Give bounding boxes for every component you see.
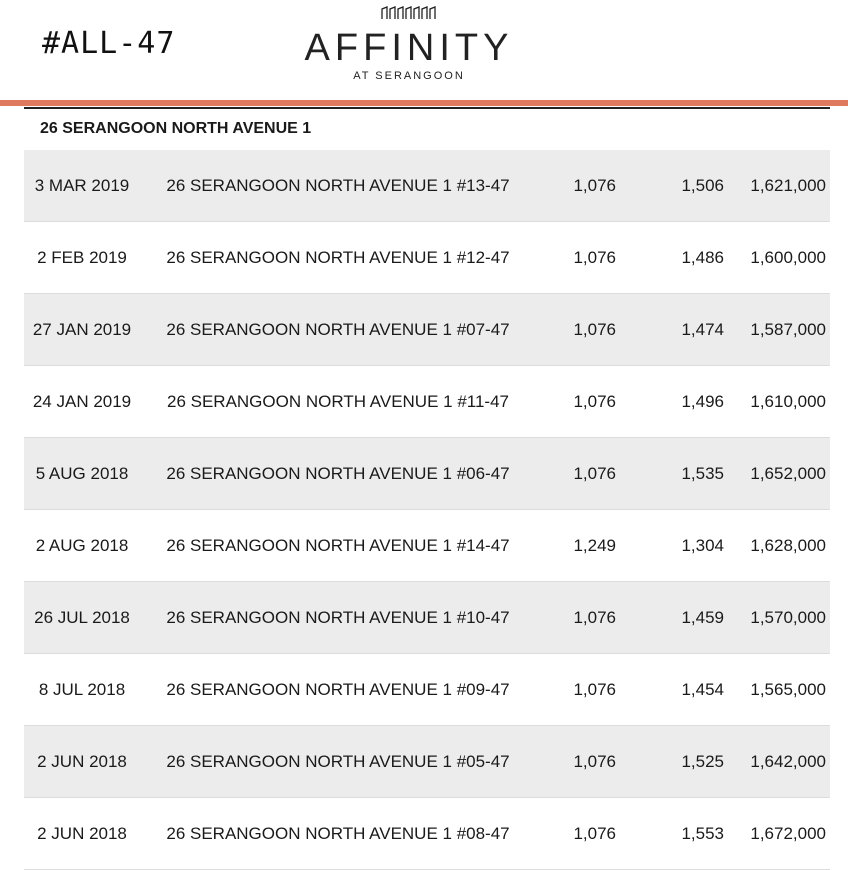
transaction-price: 1,628,000 — [750, 535, 826, 555]
logo-name: AFFINITY — [304, 27, 514, 69]
floor-area: 1,076 — [573, 607, 616, 627]
table-row — [24, 366, 830, 438]
logo-subtitle: AT SERANGOON — [353, 70, 465, 82]
floor-area: 1,249 — [573, 535, 616, 555]
transaction-date: 2 AUG 2018 — [35, 535, 129, 555]
transaction-price: 1,565,000 — [750, 679, 826, 699]
price-psf: 1,486 — [681, 247, 724, 267]
price-psf: 1,553 — [681, 823, 724, 843]
table-row — [24, 294, 830, 366]
floor-area: 1,076 — [573, 391, 616, 411]
transaction-date: 3 MAR 2019 — [34, 175, 130, 195]
unit-address: 26 SERANGOON NORTH AVENUE 1 #05-47 — [166, 751, 510, 771]
price-psf: 1,535 — [681, 463, 724, 483]
transaction-price: 1,570,000 — [750, 607, 826, 627]
transaction-date: 26 JUL 2018 — [34, 607, 130, 627]
header-divider — [0, 100, 848, 106]
unit-address: 26 SERANGOON NORTH AVENUE 1 #10-47 — [166, 607, 510, 627]
transaction-price: 1,587,000 — [750, 319, 826, 339]
transaction-date: 8 JUL 2018 — [38, 679, 126, 699]
transaction-date: 2 FEB 2019 — [37, 247, 127, 267]
block-title: 26 SERANGOON NORTH AVENUE 1 — [40, 120, 312, 137]
transaction-date: 2 JUN 2018 — [37, 823, 127, 843]
price-psf: 1,304 — [681, 535, 724, 555]
table-row — [24, 150, 830, 222]
unit-address: 26 SERANGOON NORTH AVENUE 1 #09-47 — [166, 679, 510, 699]
unit-stack-tag: #ALL-47 — [42, 26, 176, 61]
transaction-price: 1,672,000 — [750, 823, 826, 843]
floor-area: 1,076 — [573, 175, 616, 195]
price-psf: 1,506 — [681, 175, 724, 195]
table-row — [24, 582, 830, 654]
transaction-price: 1,652,000 — [750, 463, 826, 483]
table-row — [24, 222, 830, 294]
transaction-price: 1,642,000 — [750, 751, 826, 771]
affinity-logo — [288, 6, 530, 82]
table-row — [24, 726, 830, 798]
table-row — [24, 798, 830, 870]
transaction-date: 5 AUG 2018 — [35, 463, 129, 483]
unit-address: 26 SERANGOON NORTH AVENUE 1 #11-47 — [166, 391, 509, 411]
floor-area: 1,076 — [573, 463, 616, 483]
price-psf: 1,459 — [681, 607, 724, 627]
price-psf: 1,454 — [681, 679, 724, 699]
unit-address: 26 SERANGOON NORTH AVENUE 1 #06-47 — [166, 463, 510, 483]
transactions-table — [24, 150, 830, 870]
unit-address: 26 SERANGOON NORTH AVENUE 1 #14-47 — [166, 535, 510, 555]
price-psf: 1,496 — [681, 391, 724, 411]
unit-address: 26 SERANGOON NORTH AVENUE 1 #12-47 — [166, 247, 510, 267]
floor-area: 1,076 — [573, 247, 616, 267]
floor-area: 1,076 — [573, 679, 616, 699]
transaction-price: 1,610,000 — [750, 391, 826, 411]
transaction-price: 1,600,000 — [750, 247, 826, 267]
floor-area: 1,076 — [573, 823, 616, 843]
transaction-date: 27 JAN 2019 — [32, 319, 132, 339]
mountain-logo-mark — [381, 6, 437, 20]
price-psf: 1,525 — [681, 751, 724, 771]
transaction-date: 24 JAN 2019 — [32, 391, 132, 411]
unit-address: 26 SERANGOON NORTH AVENUE 1 #07-47 — [166, 319, 510, 339]
unit-address: 26 SERANGOON NORTH AVENUE 1 #13-47 — [166, 175, 510, 195]
price-psf: 1,474 — [681, 319, 724, 339]
table-top-rule — [24, 107, 830, 109]
transaction-price: 1,621,000 — [750, 175, 826, 195]
table-row — [24, 438, 830, 510]
table-row — [24, 510, 830, 582]
unit-address: 26 SERANGOON NORTH AVENUE 1 #08-47 — [166, 823, 510, 843]
floor-area: 1,076 — [573, 751, 616, 771]
transaction-date: 2 JUN 2018 — [37, 751, 127, 771]
table-row — [24, 654, 830, 726]
floor-area: 1,076 — [573, 319, 616, 339]
